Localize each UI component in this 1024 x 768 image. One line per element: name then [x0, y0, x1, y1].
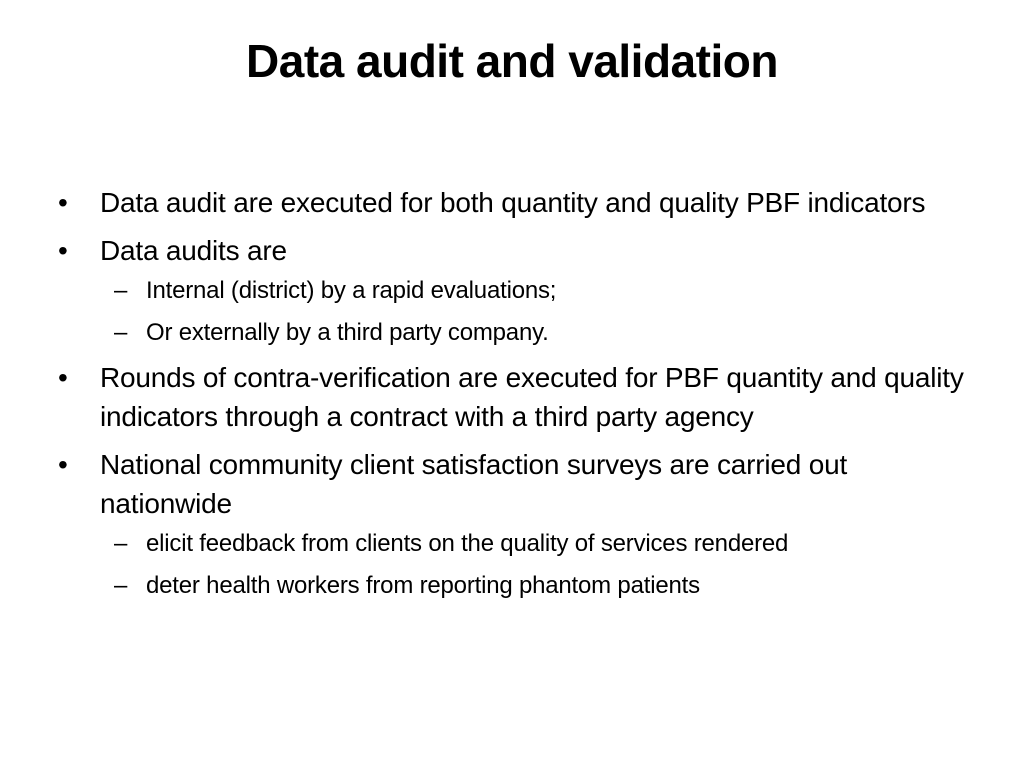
sub-bullet-text: elicit feedback from clients on the quality of services rendered	[146, 530, 789, 557]
dash-icon: –	[114, 572, 128, 599]
bullet-text: Data audits are	[100, 235, 287, 266]
sub-bullet-item	[100, 316, 978, 349]
sub-bullet-item	[100, 527, 978, 560]
slide-title: Data audit and validation	[246, 35, 778, 87]
bullet-item	[58, 231, 978, 349]
bullet-text: National community client satisfaction surveys are carried out nationwide	[100, 449, 848, 519]
bullet-item	[58, 183, 978, 222]
bullet-text: Rounds of contra-verification are executed for PBF quantity and quality indicators through a contract with a third party agency	[100, 362, 964, 432]
bullet-list	[58, 183, 978, 611]
sub-bullet-item	[100, 569, 978, 602]
sub-bullet-text: deter health workers from reporting phantom patients	[146, 572, 700, 599]
bullet-icon: •	[58, 449, 68, 480]
sub-bullet-list	[100, 527, 978, 602]
sub-bullet-item	[100, 274, 978, 307]
dash-icon: –	[114, 530, 128, 557]
bullet-icon: •	[58, 187, 68, 218]
bullet-text: Data audit are executed for both quantity and quality PBF indicators	[100, 187, 926, 218]
sub-bullet-text: Internal (district) by a rapid evaluations;	[146, 277, 557, 304]
sub-bullet-text: Or externally by a third party company.	[146, 319, 549, 346]
bullet-item	[58, 358, 978, 436]
bullet-icon: •	[58, 362, 68, 393]
dash-icon: –	[114, 277, 128, 304]
sub-bullet-list	[100, 274, 978, 349]
dash-icon: –	[114, 319, 128, 346]
bullet-item	[58, 445, 978, 602]
bullet-icon: •	[58, 235, 68, 266]
